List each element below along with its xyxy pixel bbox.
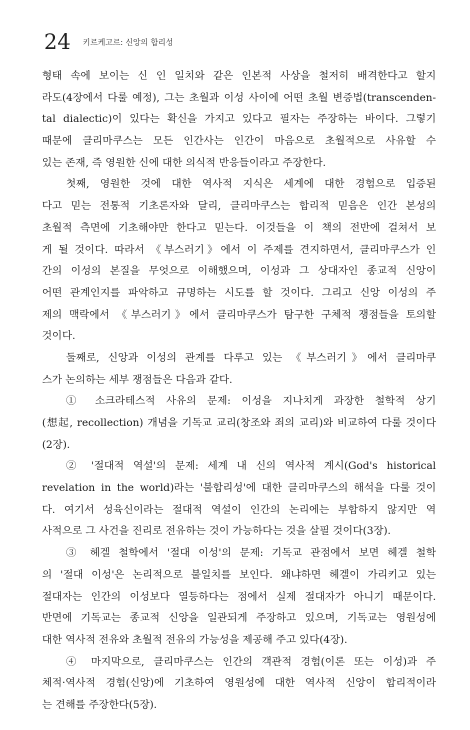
text-line: 간의 이성의 본질을 무엇으로 이해했으며, 이성과 그 상대자인 종교적 신앙이 [42,265,436,278]
text-line: 스가 논의하는 세부 쟁점들은 다음과 같다. [42,373,233,386]
text-line: ④ 마지막으로, 클리마쿠스는 인간의 객관적 경험(이론 또는 이성)과 주 [66,655,436,668]
text-line: revelation in the world)라는 '불합리성'에 대한 클리마쿠스의 해석을 다룰 것이 [42,482,436,495]
body-text [42,66,436,717]
text-line: 반면에 기독교는 종교적 신앙을 일관되게 주장하고 있으며, 기독교는 영원성에 [42,612,436,625]
page-header [44,30,173,52]
text-line: 게 될 것이다. 따라서 《부스러기》에서 이 주제를 견지하면서, 클리마쿠스가 인 [42,243,436,256]
text-line: 것이다. [42,330,76,343]
text-line: 첫째, 영원한 것에 대한 역사적 지식은 세계에 대한 경험으로 입증된 [66,178,436,191]
text-line: 다고 믿는 전통적 기초론자와 달리, 클리마쿠스는 합리적 믿음은 인간 본성의 [42,200,436,213]
text-line: 는 견해를 주장한다(5장). [42,698,157,711]
text-line: 절대자는 인간의 이성보다 열등하다는 점에서 실제 절대자가 아니기 때문이다. [42,590,436,603]
text-line: 어떤 관계인지를 파악하고 규명하는 시도를 할 것이다. 그리고 신앙 이성의 주 [42,286,436,299]
text-line: 둘째로, 신앙과 이성의 관계를 다루고 있는 《부스러기》에서 클리마쿠 [66,351,436,364]
text-line: 초월적 측면에 기초해야만 한다고 믿는다. 이것들을 이 책의 전반에 걸쳐서 보 [42,221,436,234]
text-line: tal dialectic)이 있다는 확신을 가지고 있다고 필자는 주장하는 바이다. 그렇기 [42,113,436,126]
text-line: ② '절대적 역설'의 문제: 세계 내 신의 역사적 계시(God's historical [66,460,436,473]
text-line: 라도(4장에서 다룰 예정), 그는 초월과 이성 사이에 어떤 초월 변증법(transcenden- [42,91,436,104]
text-line: 제의 맥락에서 《부스러기》에서 클리마쿠스가 탐구한 구체적 쟁점들을 토의할 [42,308,436,321]
text-line: 체적·역사적 경험(신앙)에 기초하여 영원성에 대한 역사적 신앙이 합리적이라 [42,677,436,690]
page-number: 24 [44,30,71,54]
text-line: 대한 역사적 전유와 초월적 전유의 가능성을 제공해 주고 있다(4장). [42,633,348,646]
text-line: 사적으로 그 사건을 진리로 전유하는 것이 가능하다는 것을 살필 것이다(3장). [42,525,391,538]
running-title: 키르케고르: 신앙의 합리성 [82,38,174,47]
text-line: 있는 존재, 즉 영원한 신에 대한 의식적 반응들이라고 주장한다. [42,156,326,169]
text-line: ① 소크라테스적 사유의 문제: 이성을 지나치게 과장한 철학적 상기 [66,395,436,408]
text-line: (2장). [42,438,71,451]
text-line: 의 '절대 이성'은 논리적으로 불일치를 보인다. 왜냐하면 헤겔이 가리키고 있는 [42,568,436,581]
text-line: 다. 여기서 성육신이라는 절대적 역설이 인간의 논리에는 부합하지 않지만 역 [42,503,436,516]
text-line: ③ 헤겔 철학에서 '절대 이성'의 문제: 기독교 관점에서 보면 헤겔 철학 [66,547,436,560]
text-line: 형태 속에 보이는 신 인 일치와 같은 인본적 사상을 철저히 배격한다고 할지 [42,70,436,82]
text-line: (想起, recollection) 개념을 기독교 교리(창조와 죄의 교리)와 비교하여 다룰 것이다 [42,417,436,429]
text-line: 때문에 클리마쿠스는 모든 인간사는 인간이 마음으로 초월적으로 사유할 수 [42,135,436,148]
